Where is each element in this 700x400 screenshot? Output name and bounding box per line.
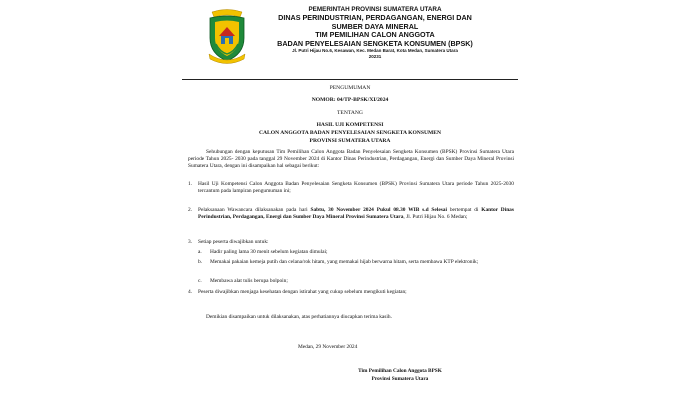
- item-number-1: 1.: [188, 181, 193, 187]
- letterhead-line-agency: DINAS PERINDUSTRIAN, PERDAGANGAN, ENERGI DAN: [278, 13, 472, 23]
- letterhead: [232, 6, 518, 60]
- item-number-2: 2.: [188, 207, 193, 213]
- subitem-letter-a: a.: [198, 249, 202, 255]
- item-2-schedule: Sabtu, 30 November 2024 Pukul 08.30 WIB s.d Selesai: [310, 207, 447, 213]
- subitem-text-c: Membawa alat tulis berupa bolpoin;: [210, 278, 288, 284]
- letterhead-postcode: 20231: [368, 54, 382, 60]
- subitem-text-a: Hadir paling lama 30 menit sebelum kegiatan dimulai;: [210, 249, 328, 255]
- signature-block: [320, 368, 480, 383]
- intro-paragraph: Sehubungan dengan keputusan Tim Pemilihan Calon Anggota Badan Penyelesaian Sengketa Konsumen (BPSK) Provinsi Sumatera Utara periode Tahun 2025- 2030 pada tanggal 29 November 2024 di Kantor Dinas Perindustrian, Perdagangan, Energi dan Sumber Daya Mineral Provinsi Sumatera Utara, dengan ini disampaikan hal sebagai berikut:: [188, 149, 514, 170]
- subitem-letter-b: b.: [198, 259, 203, 265]
- announcement-title-1: HASIL UJI KOMPETENSI: [316, 122, 384, 128]
- signature-line-1: Tim Pemilihan Calon Anggota BPSK: [358, 368, 442, 374]
- document-page: [180, 0, 520, 400]
- letterhead-line-government: PEMERINTAH PROVINSI SUMATERA UTARA: [308, 6, 442, 13]
- place-date: Medan, 29 November 2024: [298, 344, 358, 350]
- item-number-3: 3.: [188, 239, 193, 245]
- signature-line-2: Provinsi Sumatera Utara: [371, 375, 429, 382]
- announcement-title-2: CALON ANGGOTA BADAN PENYELESAIAN SENGKETA KONSUMEN: [258, 130, 442, 136]
- item-2-part-c: bertempat di: [447, 207, 482, 213]
- announcement-title-3: PROVINSI SUMATERA UTARA: [309, 138, 391, 144]
- item-text-3: Setiap peserta diwajibkan untuk:: [198, 239, 269, 245]
- letterhead-line-agency-cont: SUMBER DAYA MINERAL: [331, 21, 419, 31]
- letterhead-line-bpsk: BADAN PENYELESAIAN SENGKETA KONSUMEN (BPSK): [277, 38, 473, 48]
- item-text-1: Hasil Uji Kompetensi Calon Anggota Badan Penyelesaian Sengketa Konsumen (BPSK) Provinsi Sumatera Utara periode Tahun 2025-2030 tercantum pada lampiran pengumuman ini;: [198, 181, 514, 195]
- announcement-number: NOMOR: 04/TP-BPSK/XI/2024: [311, 97, 389, 103]
- subitem-text-b: Memakai pakaian kemeja putih dan celana/rok hitam, yang memakai hijab berwarna hitam, serta membawa KTP elektronik;: [210, 259, 479, 265]
- subitem-letter-c: c.: [198, 278, 202, 284]
- letterhead-address: Jl. Putri Hijau No.6, Kesawan, Kec. Medan Barat, Kota Medan, Sumatera Utara: [292, 48, 458, 54]
- item-text-4: Peserta diwajibkan menjaga kesehatan dengan istirahat yang cukup sebelum mengikuti kegiatan;: [198, 289, 407, 295]
- item-2-venue: Kantor Dinas Perindustrian, Perdagangan, Energi dan Sumber Daya Mineral Provinsi Sumatera Utara: [198, 207, 514, 221]
- item-2-part-e: , Jl. Putri Hijau No. 6 Medan;: [403, 214, 468, 221]
- announcement-heading: PENGUMUMAN: [329, 85, 371, 91]
- item-2-part-a: Pelaksanaan Wawancara dilaksanakan pada hari: [198, 207, 311, 213]
- item-text-2: [198, 207, 514, 221]
- header-divider: [182, 79, 518, 80]
- closing-sentence: Demikian disampaikan untuk dilaksanakan, atas perhatiannya diucapkan terima kasih.: [206, 314, 392, 320]
- item-number-4: 4.: [188, 289, 193, 295]
- announcement-about: TENTANG: [337, 110, 363, 116]
- letterhead-line-team: TIM PEMILIHAN CALON ANGGOTA: [315, 30, 435, 40]
